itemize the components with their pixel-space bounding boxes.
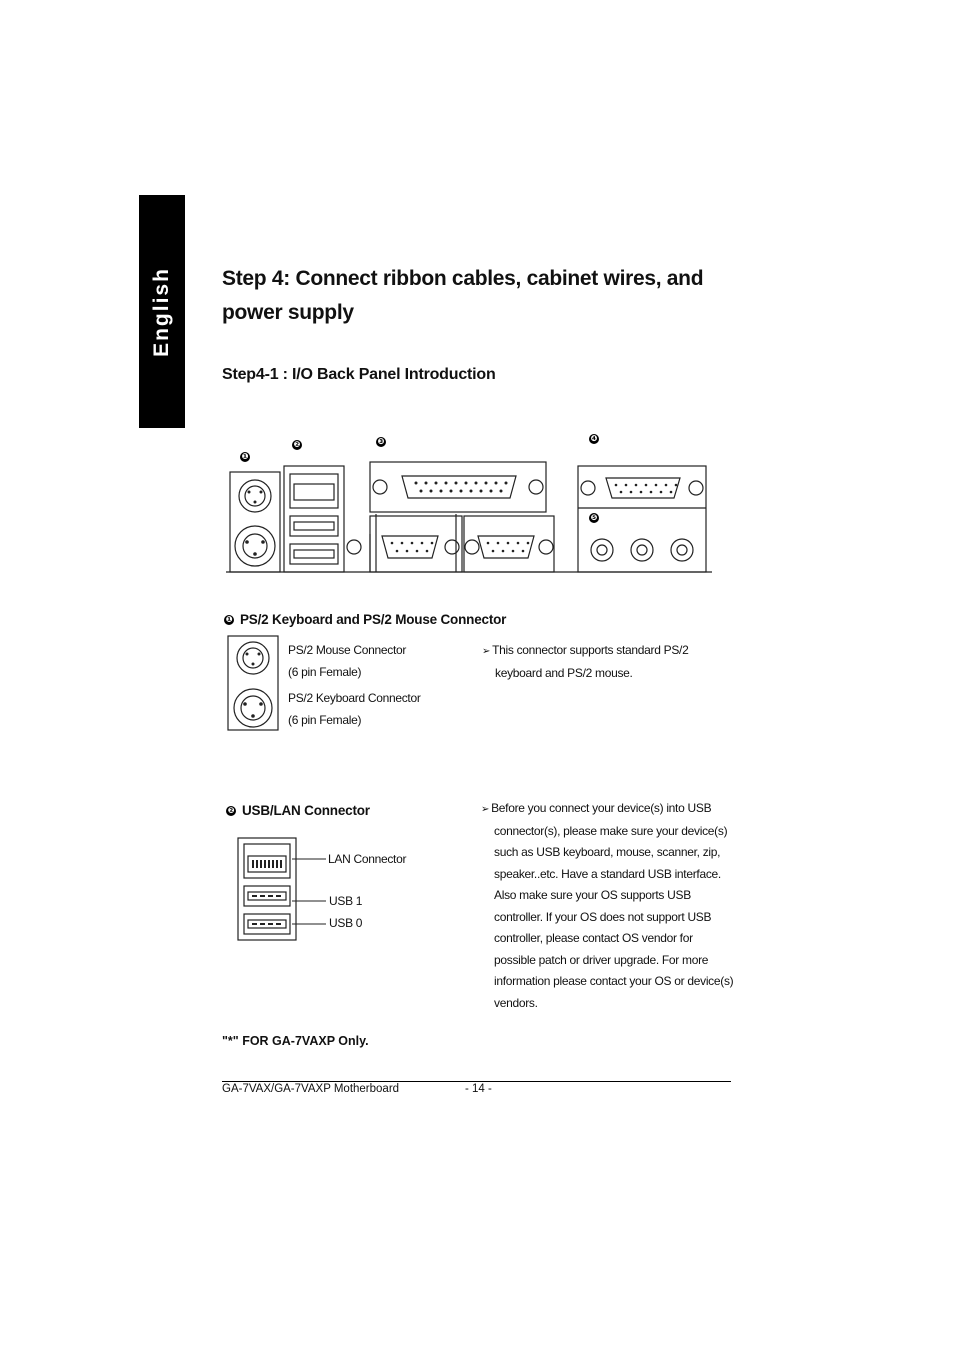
page-heading: Step 4: Connect ribbon cables, cabinet wires, and power supply	[222, 267, 704, 324]
usb-description-line: Before you connect your device(s) into USB	[491, 801, 712, 815]
ps2-description	[482, 640, 722, 684]
usb-description	[481, 798, 741, 1014]
panel-marker-1: ❶	[241, 452, 249, 461]
language-side-tab	[139, 195, 185, 428]
usb-description-line: information please contact your OS or device(s)	[494, 974, 734, 988]
io-back-panel-diagram	[226, 458, 712, 576]
usb-lan-connector-illustration	[236, 836, 328, 942]
usb-description-line: such as USB keyboard, mouse, scanner, zip,	[494, 845, 721, 859]
ps2-connector-illustration	[226, 634, 282, 732]
ps2-keyboard-pin: (6 pin Female)	[288, 712, 362, 727]
footer-model: GA-7VAX/GA-7VAXP Motherboard	[222, 1083, 400, 1095]
ps2-section-title	[224, 612, 506, 627]
ps2-keyboard-label: PS/2 Keyboard Connector	[288, 691, 421, 705]
footer-divider	[222, 1081, 731, 1082]
section-subheading: Step4-1 : I/O Back Panel Introduction	[222, 366, 496, 383]
ps2-mouse-label: PS/2 Mouse Connector	[288, 643, 407, 657]
panel-marker-5: ❺	[590, 513, 598, 522]
language-label: English	[150, 266, 173, 357]
ps2-description-line1: This connector supports standard PS/2	[492, 643, 689, 657]
usb-description-line: speaker..etc. Have a standard USB interface.	[494, 866, 721, 881]
usb-description-line: controller. If your OS does not support USB	[494, 909, 712, 924]
usb-description-line: controller, please contact OS vendor for	[494, 931, 693, 945]
usb-section-title-text: USB/LAN Connector	[242, 803, 370, 818]
panel-marker-2: ❷	[293, 440, 301, 449]
usb-section-marker: ❷	[227, 805, 235, 815]
usb-description-line: Also make sure your OS supports USB	[494, 888, 691, 902]
usb-description-line: connector(s), please make sure your device(s)	[494, 823, 728, 838]
usb-description-line: vendors.	[494, 995, 538, 1010]
ps2-mouse-pin: (6 pin Female)	[288, 664, 362, 679]
lan-connector-label: LAN Connector	[328, 852, 407, 866]
usb0-label: USB 0	[329, 916, 363, 930]
panel-marker-4: ❹	[590, 434, 598, 443]
ps2-mouse-labels	[288, 640, 406, 683]
model-note: "*" FOR GA-7VAXP Only.	[222, 1034, 369, 1048]
ps2-description-line2: keyboard and PS/2 mouse.	[495, 665, 633, 680]
usb1-label: USB 1	[329, 894, 363, 908]
bullet-arrow-icon: ➢	[481, 804, 490, 815]
bullet-arrow-icon: ➢	[482, 646, 491, 657]
ps2-section-marker: ❶	[225, 614, 233, 624]
panel-marker-3: ❸	[377, 437, 385, 446]
usb-section-title	[226, 803, 370, 818]
usb-description-line: possible patch or driver upgrade. For more	[494, 952, 709, 967]
page-number: - 14 -	[465, 1083, 492, 1095]
ps2-keyboard-labels	[288, 688, 421, 731]
ps2-section-title-text: PS/2 Keyboard and PS/2 Mouse Connector	[240, 612, 507, 627]
